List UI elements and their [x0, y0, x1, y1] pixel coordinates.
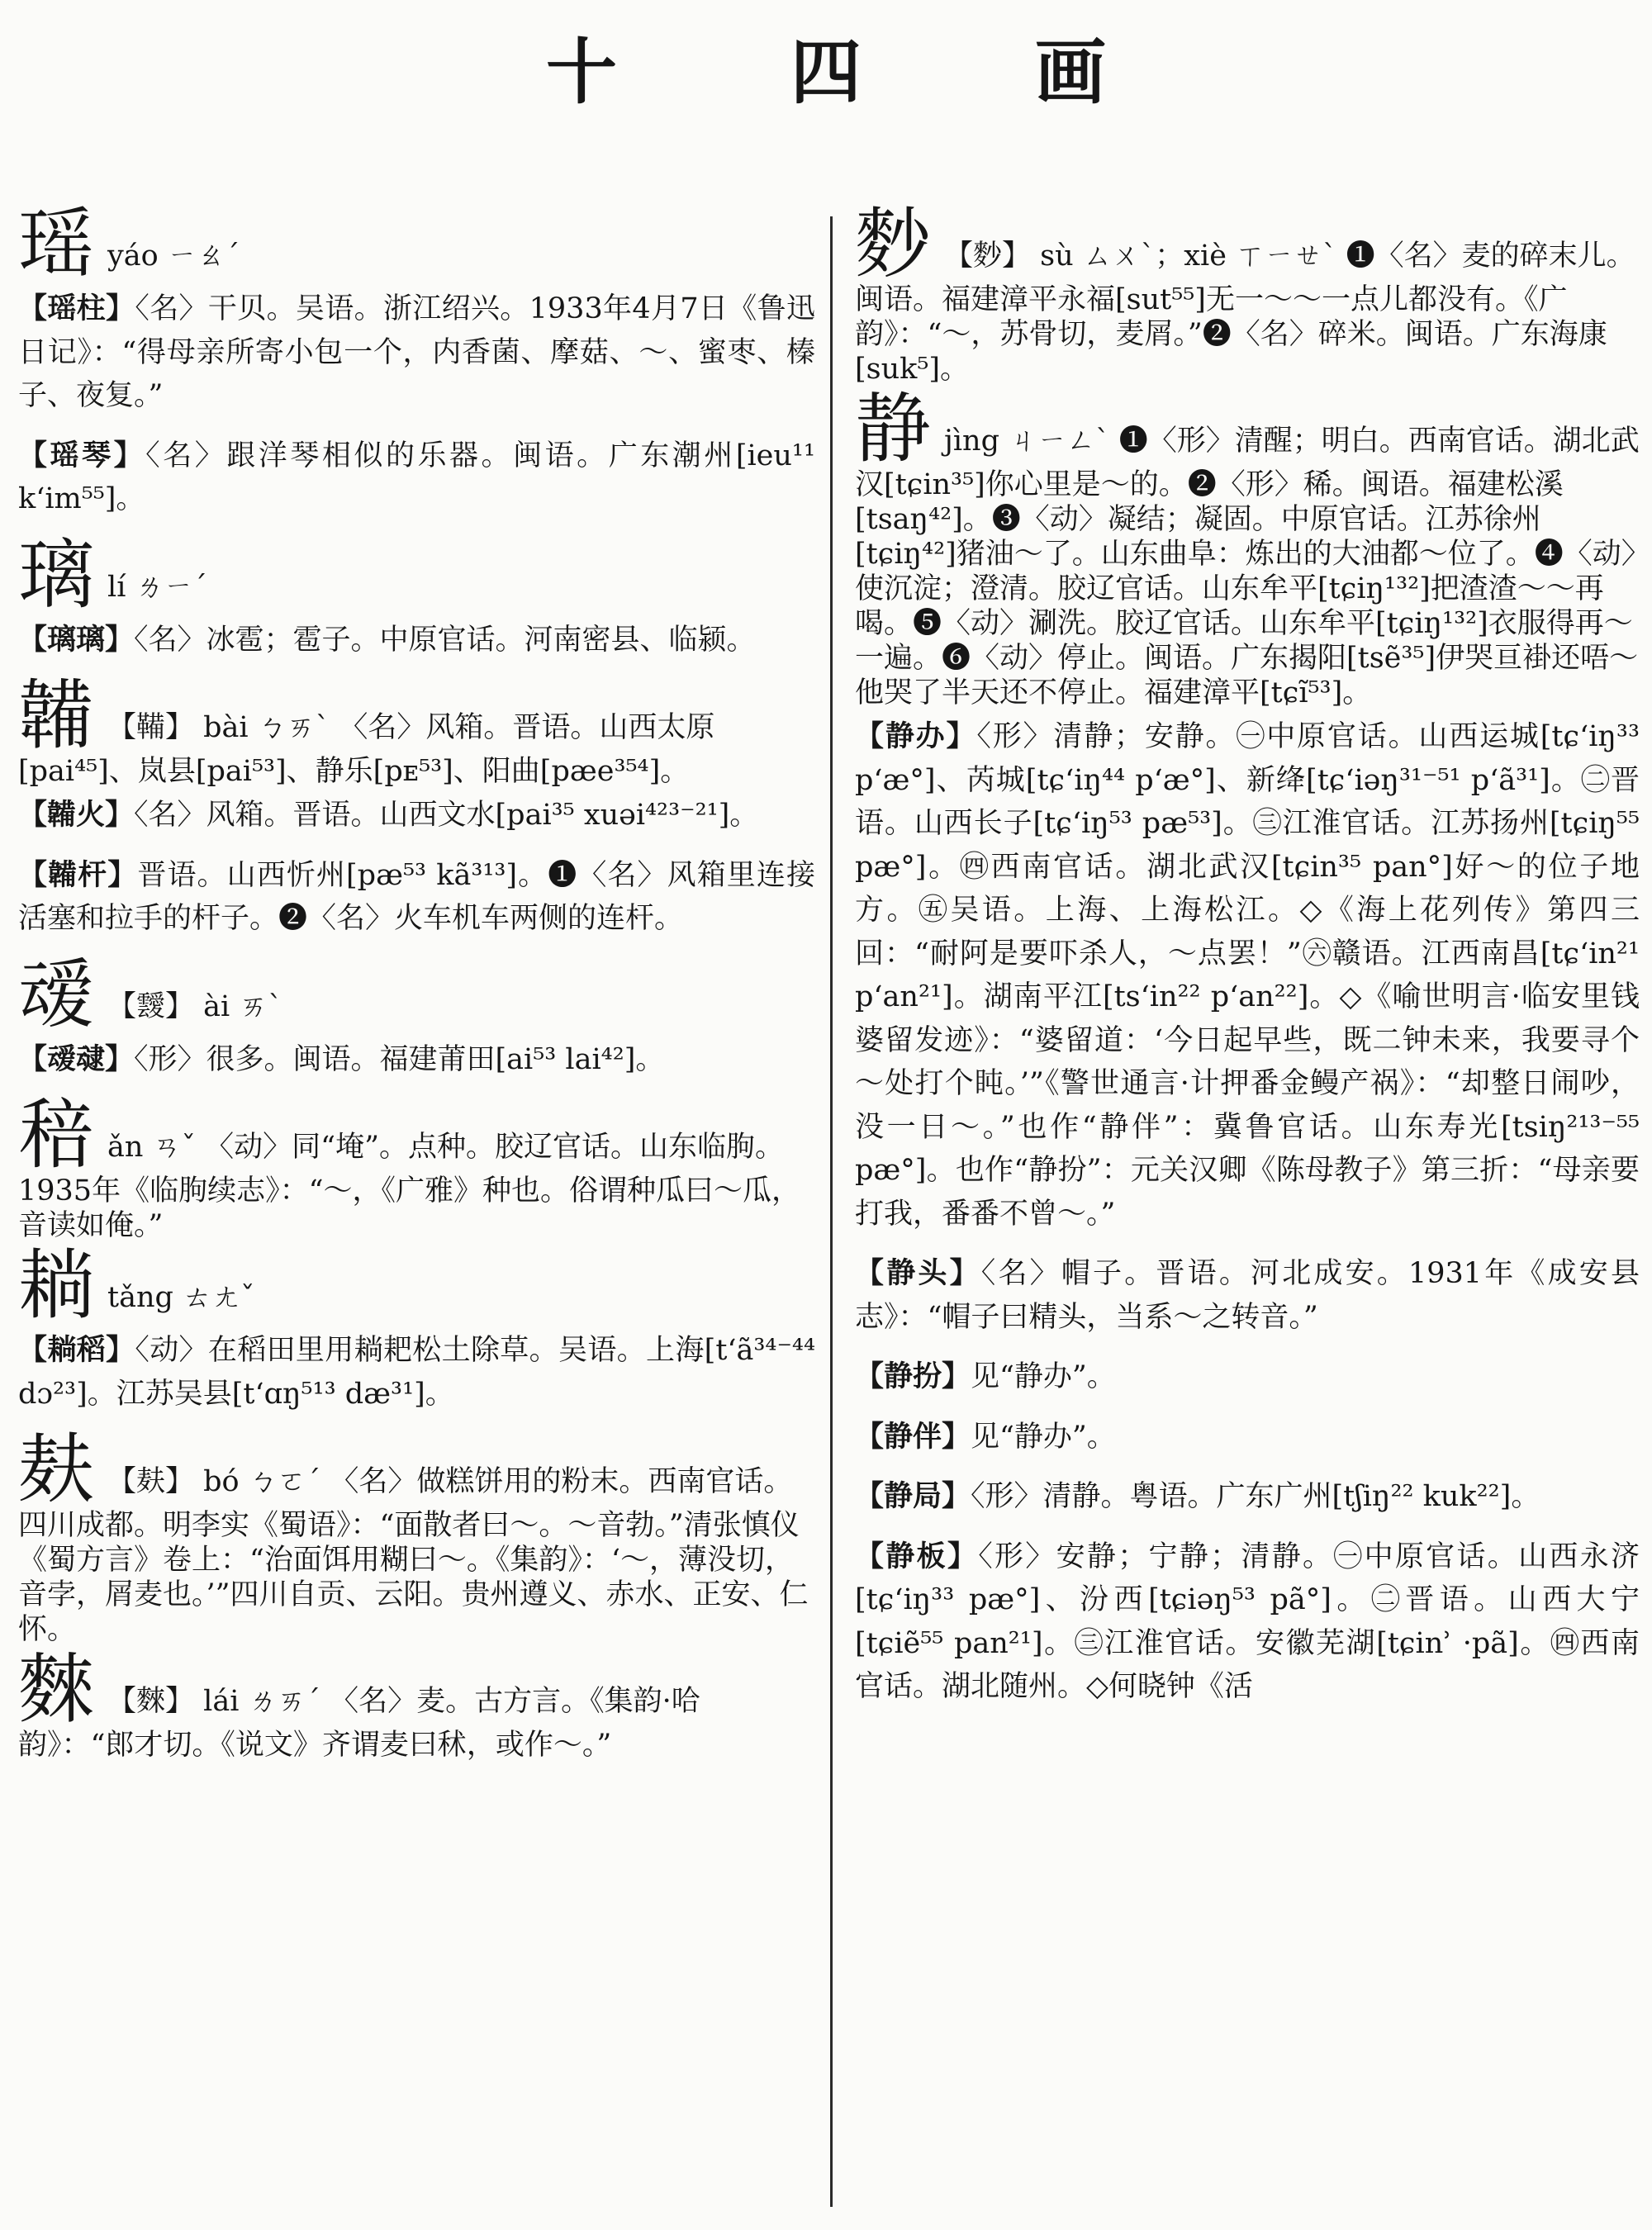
- sense-entry: [18, 619, 815, 662]
- headword-entry: [18, 1645, 815, 1763]
- headword-text: tǎng ㄊㄤˇ: [107, 1281, 255, 1314]
- page-title: 十 四 画: [546, 31, 1180, 114]
- headword-entry: [18, 1091, 815, 1243]
- sense-entry: [18, 1329, 815, 1416]
- headword-text: ǎn ㄢˇ 〈动〉同“埯”。点种。胶辽官话。山东临朐。1935年《临朐续志》：“～，《广雅》种也。俗谓种瓜曰～瓜，音读如俺。”: [18, 1131, 800, 1242]
- headword-char: 麳: [18, 1645, 95, 1734]
- entry-term: 【耥稻】: [18, 1333, 135, 1367]
- left-column: [18, 200, 815, 1767]
- sense-entry: [855, 1355, 1640, 1399]
- entry-term: 【静板】: [855, 1539, 979, 1573]
- headword-text: jìng ㄐㄧㄥˋ ❶〈形〉清醒；明白。西南官话。湖北武汉[tɕin³⁵]你心里是～的。❷〈形〉稀。闽语。福建松溪[tsaŋ⁴²]。❸〈动〉凝结；凝固。中原官话。江苏徐州[tɕiŋ⁴²]猪油～了。山东曲阜：炼出的大油都～位了。❹〈动〉使沉淀；澄清。胶辽官话。山东牟平[tɕiŋ¹³²]把渣渣～～再喝。❺〈动〉涮洗。胶辽官话。山东牟平[tɕiŋ¹³²]衣服得再～一遍。❻〈动〉停止。闽语。广东揭阳[tsẽ³⁵]伊哭亘褂还唔～他哭了半天还不停止。福建漳平[tɕĩ⁵³]。: [855, 425, 1640, 709]
- headword-char: 璃: [18, 530, 95, 619]
- headword-char: 瑶: [18, 200, 95, 288]
- sense-entry: [18, 854, 815, 941]
- column-divider: [830, 216, 833, 2207]
- entry-term: 【瑶柱】: [18, 292, 135, 325]
- sense-entry: [855, 1416, 1640, 1459]
- entry-term: 【静扮】: [855, 1359, 971, 1393]
- sense-entry: [855, 1535, 1640, 1709]
- entry-definition: 见“静办”。: [971, 1360, 1116, 1393]
- headword-entry: [855, 200, 1640, 387]
- entry-term: 【韛火】: [18, 798, 135, 832]
- entry-definition: 〈名〉干贝。吴语。浙江绍兴。1933年4月7日《鲁迅日记》：“得母亲所寄小包一个，内香菌、摩菇、～、蜜枣、榛子、夜复。”: [18, 292, 815, 412]
- headword-text: yáo ㄧㄠˊ: [107, 240, 240, 273]
- entry-definition: 〈形〉清静。粤语。广东广州[tʃiŋ²² kuk²²]。: [971, 1480, 1540, 1513]
- sense-entry: [855, 1252, 1640, 1339]
- headword-char: 耥: [18, 1241, 95, 1330]
- right-column: [855, 200, 1640, 1725]
- headword-entry: [18, 1426, 815, 1647]
- headword-text: 【鞴】 bài ㄅㄞˋ 〈名〉风箱。晋语。山西太原[pai⁴⁵]、岚县[pai⁵³]、静乐[pᴇ⁵³]、阳曲[pæe³⁵⁴]。: [18, 711, 715, 788]
- headword-text: 【麨】 sù ㄙㄨˋ；xiè ㄒㄧㄝˋ ❶〈名〉麦的碎末儿。闽语。福建漳平永福[sut⁵⁵]无一～～一点儿都没有。《广韵》：“～，苏骨切，麦屑。”❷〈名〉碎米。闽语。广东海康[suk⁵]。: [855, 240, 1635, 386]
- entry-definition: 〈形〉安静；宁静；清静。㊀中原官话。山西永济[tɕʻiŋ³³ pæ°]、汾西[tɕiəŋ⁵³ pã°]。㊁晋语。山西大宁[tɕiẽ⁵⁵ pan²¹]。㊂江淮官话。安徽芜湖[tɕinʾ ·pã]。㊃西南官话。湖北随州。◇何晓钟《活: [855, 1540, 1640, 1703]
- entry-definition: 〈形〉很多。闽语。福建莆田[ai⁵³ lai⁴²]。: [134, 1042, 665, 1076]
- sense-entry: [855, 715, 1640, 1236]
- headword-text: 【麳】 lái ㄌㄞˊ 〈名〉麦。古方言。《集韵·哈韵》：“郎才切。《说文》齐谓麦曰秫，或作～。”: [18, 1685, 700, 1762]
- headword-entry: [18, 200, 815, 288]
- headword-char: 稖: [18, 1091, 95, 1179]
- sense-entry: [855, 1475, 1640, 1519]
- entry-term: 【静伴】: [855, 1419, 971, 1454]
- sense-entry: [18, 287, 815, 418]
- headword-char: 麸: [18, 1426, 95, 1514]
- entry-term: 【静办】: [855, 719, 977, 753]
- headword-entry: [18, 950, 815, 1039]
- sense-entry: [18, 434, 815, 521]
- entry-definition: 〈名〉帽子。晋语。河北成安。1931年《成安县志》：“帽子曰精头，当系～之转音。”: [855, 1257, 1640, 1334]
- entry-term: 【静局】: [855, 1479, 971, 1513]
- headword-entry: [18, 530, 815, 619]
- entry-definition: 晋语。山西忻州[pæ⁵³ kã³¹³]。❶〈名〉风箱里连接活塞和拉手的杆子。❷〈名〉火车机车两侧的连杆。: [18, 858, 815, 935]
- headword-char: 静: [855, 385, 932, 473]
- entry-term: 【瑶琴】: [18, 438, 146, 472]
- entry-definition: 〈名〉跟洋琴相似的乐器。闽语。广东潮州[ieu¹¹ kʻim⁵⁵]。: [18, 439, 815, 515]
- headword-entry: [18, 1241, 815, 1330]
- sense-entry: [18, 794, 815, 837]
- entry-term: 【韛杆】: [18, 857, 138, 892]
- entry-definition: 〈形〉清静；安静。㊀中原官话。山西运城[tɕʻiŋ³³ pʻæ°]、芮城[tɕʻiŋ⁴⁴ pʻæ°]、新绛[tɕʻiəŋ³¹⁻⁵¹ pʻã³¹]。㊁晋语。山西长子[tɕʻiŋ⁵³ pæ⁵³]。㊂江淮官话。江苏扬州[tɕiŋ⁵⁵ pæ°]。㊃西南官话。湖北武汉[tɕin³⁵ pan°]好～的位子地方。㊄吴语。上海、上海松江。◇《海上花列传》第四三回：“耐阿是要吓杀人，～点罢！”㊅赣语。江西南昌[tɕʻin²¹ pʻan²¹]。湖南平江[tsʻin²² pʻan²²]。◇《喻世明言·临安里钱婆留发迹》：“婆留道：‘今日起早些，既二钟未来，我要寻个～处打个盹。’”《警世通言·计押番金鳗产祸》：“却整日闹吵，没一日～。”也作“静伴”：冀鲁官话。山东寿光[tsiŋ²¹³⁻⁵⁵ pæ°]。也作“静扮”：元关汉卿《陈母教子》第三折：“母亲要打我，番番不曾～。”: [855, 720, 1640, 1231]
- entry-definition: 〈动〉在稻田里用耥耙松土除草。吴语。上海[tʻã³⁴⁻⁴⁴ dɔ²³]。江苏吴县[tʻɑŋ⁵¹³ dæ³¹]。: [18, 1334, 815, 1411]
- headword-entry: [18, 671, 815, 789]
- headword-char: 韛: [18, 671, 95, 760]
- entry-term: 【叆叇】: [18, 1041, 135, 1076]
- headword-text: 【麸】 bó ㄅㄛˊ 〈名〉做糕饼用的粉末。西南官话。四川成都。明李实《蜀语》：“面散者曰～。～音勃。”清张慎仪《蜀方言》卷上：“治面饵用糊曰～。《集韵》：‘～，薄没切，音孛，屑麦也。’”四川自贡、云阳。贵州遵义、赤水、正安、仁怀。: [18, 1465, 809, 1646]
- headword-char: 叆: [18, 950, 95, 1039]
- headword-entry: [855, 385, 1640, 710]
- headword-text: lí ㄌㄧˊ: [107, 570, 208, 604]
- entry-definition: 见“静办”。: [971, 1420, 1116, 1454]
- entry-term: 【璃璃】: [18, 622, 135, 657]
- headword-char: 麨: [855, 200, 932, 288]
- entry-definition: 〈名〉风箱。晋语。山西文水[pai³⁵ xuəi⁴²³⁻²¹]。: [134, 799, 759, 832]
- entry-term: 【静头】: [855, 1256, 981, 1290]
- sense-entry: [18, 1038, 815, 1082]
- headword-text: 【靉】 ài ㄞˋ: [107, 989, 282, 1023]
- entry-definition: 〈名〉冰雹；雹子。中原官话。河南密县、临颍。: [134, 623, 756, 657]
